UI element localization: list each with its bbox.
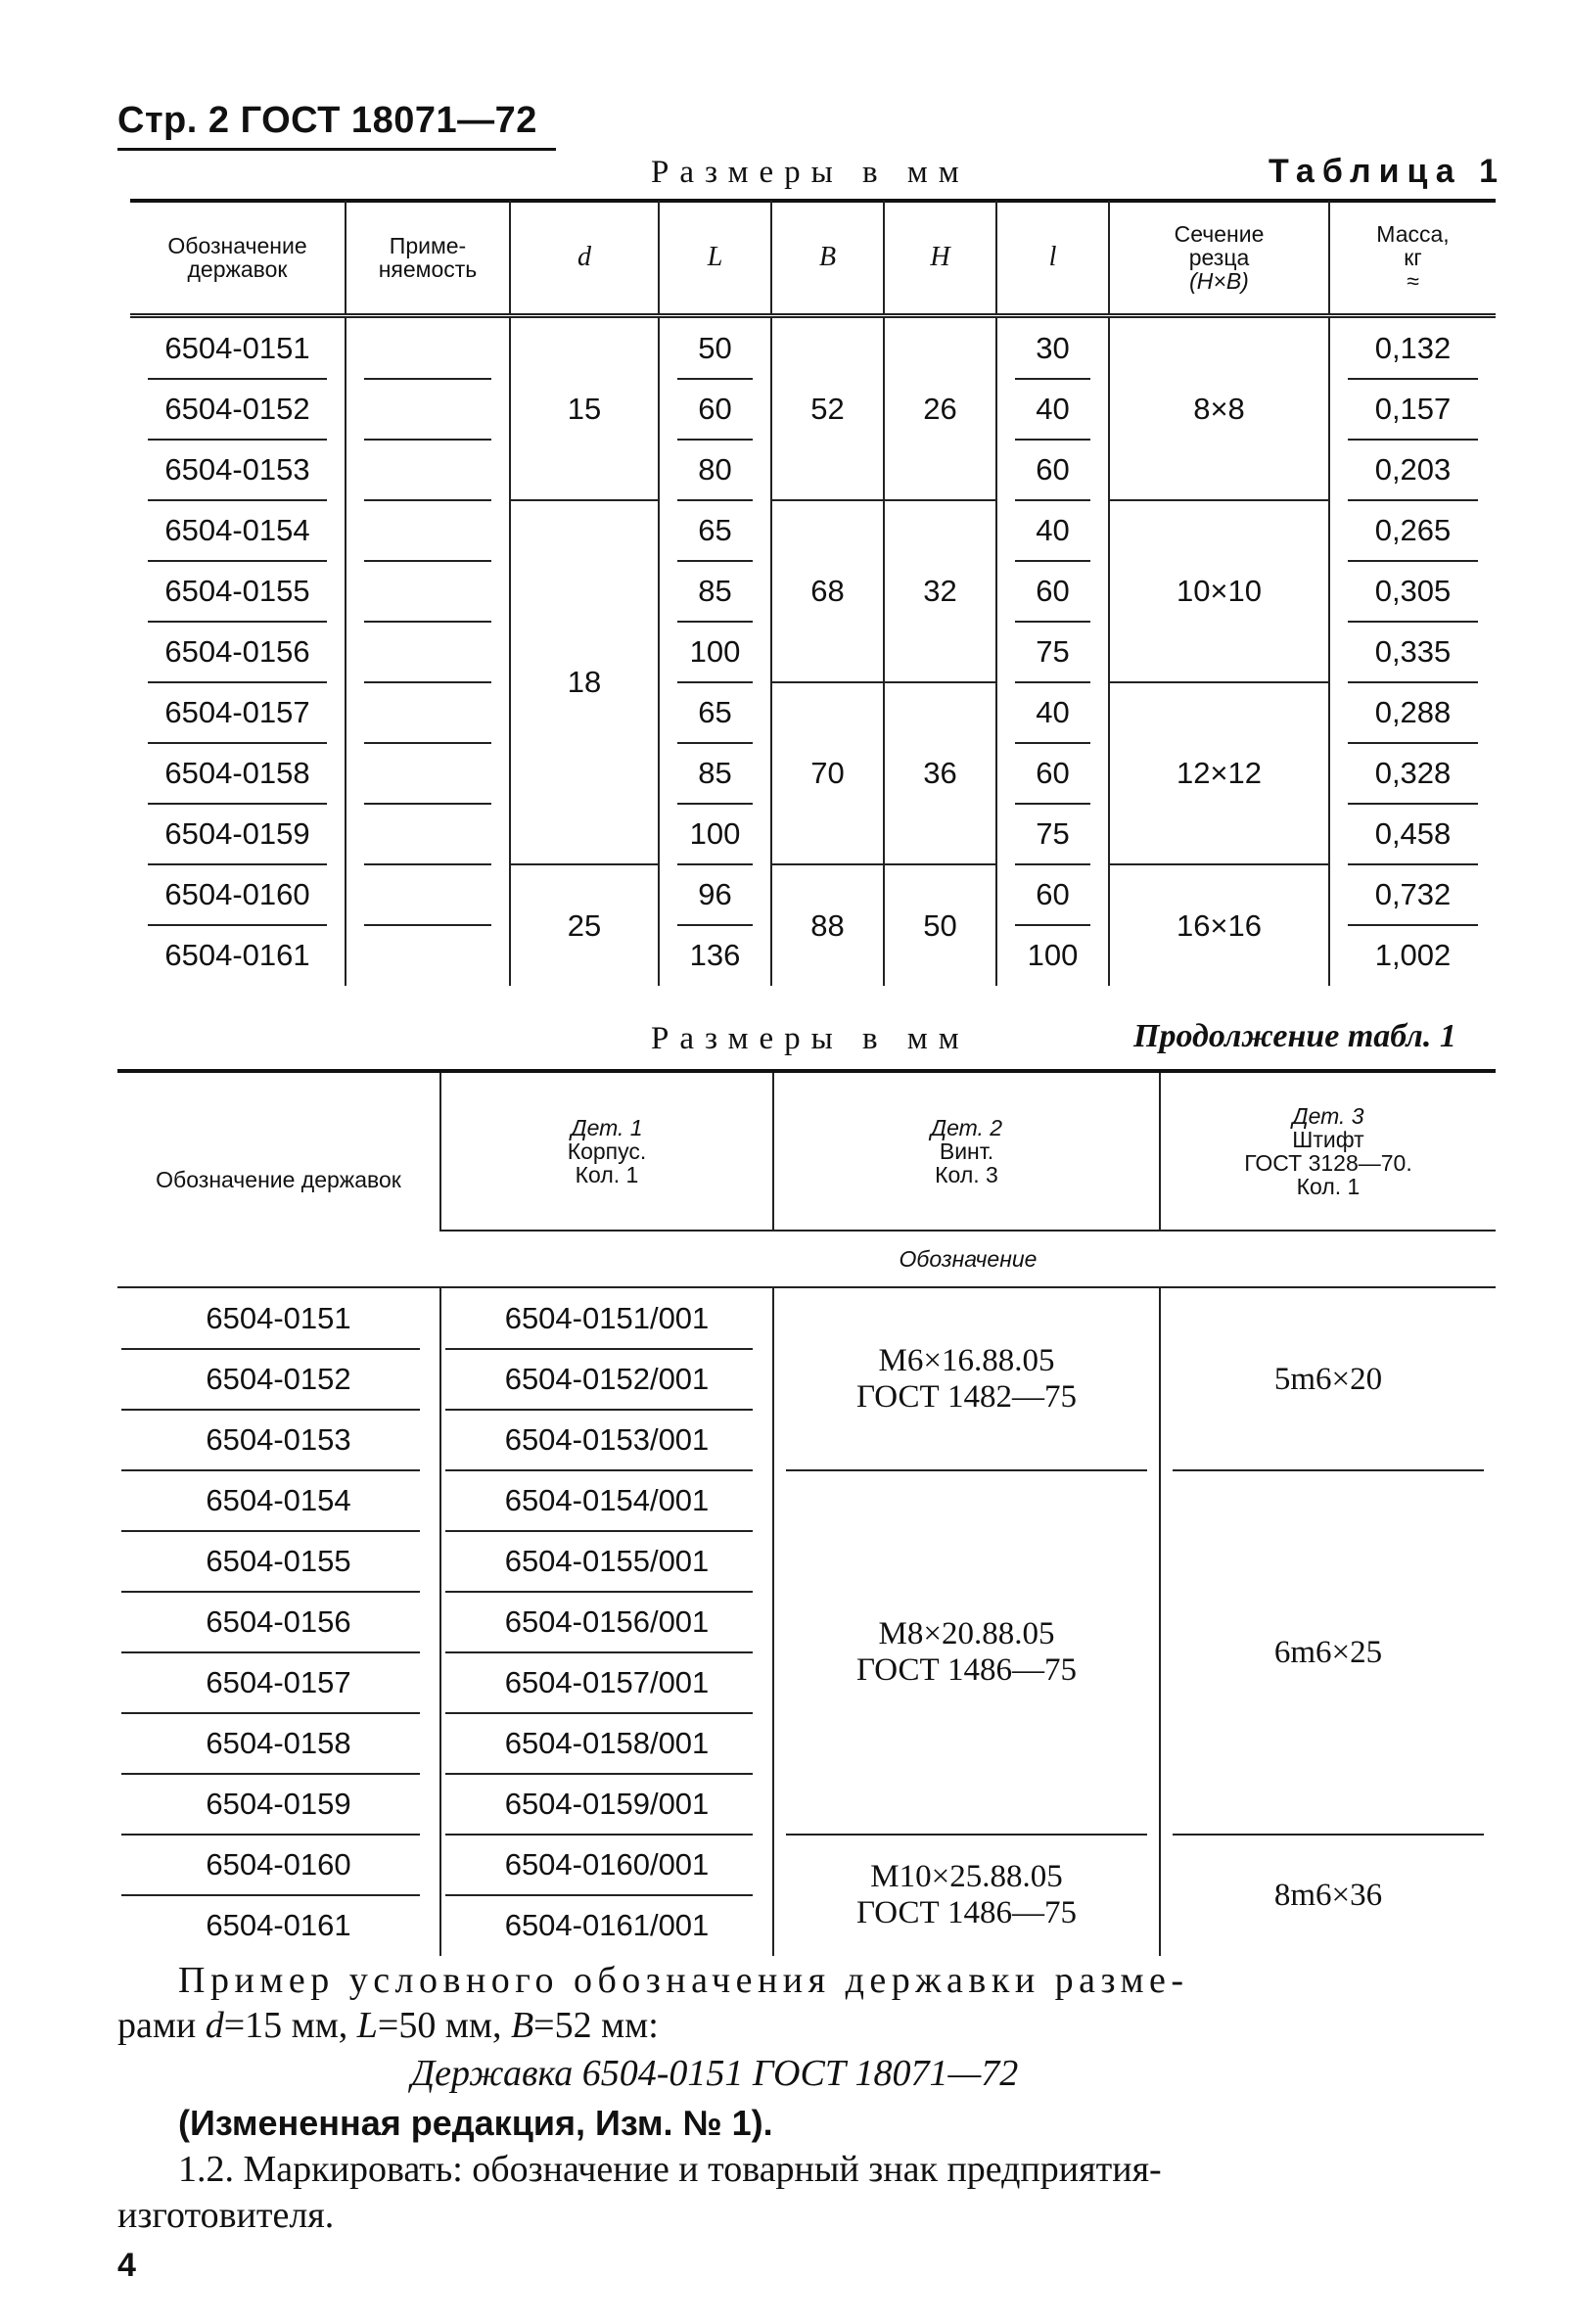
t2-designation: 6504-0153 (117, 1410, 440, 1470)
t1-applicability (346, 561, 510, 622)
t2-header-det3-l1: Дет. 3 (1292, 1103, 1364, 1129)
t2-screw-l2: ГОСТ 1486—75 (856, 1652, 1077, 1688)
t1-mass: 0,335 (1329, 622, 1496, 682)
page-header: Стр. 2 ГОСТ 18071—72 (117, 100, 537, 141)
clause-1-2-line1: 1.2. Маркировать: обозначение и товарный знак предприятия- (178, 2149, 1162, 2190)
t1-L: 50 (659, 316, 771, 380)
t1-header-mass-line1: Масса, (1376, 220, 1450, 247)
t1-L: 60 (659, 379, 771, 440)
table2-header-row (117, 1073, 1496, 1231)
t2-designation: 6504-0152 (117, 1349, 440, 1410)
t1-designation: 6504-0154 (130, 500, 346, 561)
t1-l: 60 (996, 440, 1109, 500)
t2-screw-l2: ГОСТ 1482—75 (856, 1379, 1077, 1415)
t1-applicability (346, 743, 510, 804)
table-row (117, 1470, 1496, 1531)
t1-header-section (1109, 201, 1329, 316)
example-text-a: рами (117, 2005, 206, 2046)
t1-L: 65 (659, 500, 771, 561)
t2-pin: 5m6×20 (1160, 1287, 1496, 1470)
t1-mass: 0,305 (1329, 561, 1496, 622)
t1-designation: 6504-0151 (130, 316, 346, 380)
t1-applicability (346, 440, 510, 500)
table2-title: Продолжение табл. 1 (1133, 1018, 1456, 1054)
t2-screw (773, 1287, 1160, 1470)
t2-designation: 6504-0154 (117, 1470, 440, 1531)
t2-header-det3-l3: ГОСТ 3128—70. (1244, 1150, 1412, 1176)
t1-l: 75 (996, 622, 1109, 682)
t1-section: 12×12 (1109, 682, 1329, 864)
t1-applicability (346, 864, 510, 925)
t2-designation: 6504-0159 (117, 1774, 440, 1835)
t1-header-section-line2: резца (1188, 244, 1250, 270)
t2-designation: 6504-0160 (117, 1835, 440, 1895)
var-d: d (205, 2005, 224, 2046)
t2-header-det3-l4: Кол. 1 (1296, 1174, 1361, 1199)
t1-L: 100 (659, 622, 771, 682)
t2-header-sub-designation: Обозначение (440, 1231, 1496, 1287)
t1-mass: 0,328 (1329, 743, 1496, 804)
t1-applicability (346, 622, 510, 682)
t1-applicability (346, 316, 510, 380)
t1-header-l: l (996, 201, 1109, 316)
table2-units-caption: Размеры в мм (651, 1021, 970, 1056)
t2-screw-l1: M10×25.88.05 (870, 1859, 1063, 1894)
t1-designation: 6504-0159 (130, 804, 346, 864)
example-intro-line1: Пример условного обозначения державки разме- (178, 1960, 1189, 2001)
t2-body-part: 6504-0161/001 (440, 1895, 773, 1956)
t1-header-H: H (884, 201, 996, 316)
t1-mass: 0,132 (1329, 316, 1496, 380)
var-L: L (356, 2005, 378, 2046)
t2-screw-l1: M6×16.88.05 (878, 1343, 1055, 1378)
t1-designation: 6504-0156 (130, 622, 346, 682)
t1-mass: 0,458 (1329, 804, 1496, 864)
t1-designation: 6504-0153 (130, 440, 346, 500)
t1-L: 85 (659, 743, 771, 804)
t2-body-part: 6504-0151/001 (440, 1287, 773, 1349)
t1-designation: 6504-0161 (164, 938, 310, 972)
t1-l: 75 (996, 804, 1109, 864)
t1-designation: 6504-0155 (130, 561, 346, 622)
t1-L: 136 (659, 925, 771, 986)
table1-title: Таблица 1 (1269, 153, 1506, 190)
t1-designation: 6504-0157 (130, 682, 346, 743)
t1-H: 36 (884, 682, 996, 864)
table-row (130, 500, 1496, 561)
t2-body-part: 6504-0156/001 (440, 1592, 773, 1652)
t1-designation: 6504-0158 (130, 743, 346, 804)
t2-header-det1 (440, 1073, 773, 1231)
t1-designation: 6504-0152 (130, 379, 346, 440)
t2-body-part: 6504-0152/001 (440, 1349, 773, 1410)
t2-header-det1-l1: Дет. 1 (571, 1115, 643, 1140)
t1-H: 26 (884, 316, 996, 501)
t1-L: 65 (659, 682, 771, 743)
t1-d: 15 (510, 316, 659, 501)
t1-header-L: L (659, 201, 771, 316)
t1-header-mass-line2: кг (1404, 244, 1422, 270)
table1-units-caption: Размеры в мм (651, 155, 970, 190)
t2-body-part: 6504-0159/001 (440, 1774, 773, 1835)
t2-body-part: 6504-0158/001 (440, 1713, 773, 1774)
t1-d: 25 (510, 864, 659, 986)
t2-body-part: 6504-0154/001 (440, 1470, 773, 1531)
t1-d: 18 (510, 500, 659, 864)
t1-L: 100 (659, 804, 771, 864)
t1-H: 50 (884, 864, 996, 986)
t1-section: 16×16 (1109, 864, 1329, 986)
table1-header-row (130, 201, 1496, 316)
t2-header-det2-l1: Дет. 2 (930, 1115, 1003, 1140)
t1-mass: 0,203 (1329, 440, 1496, 500)
t1-B: 70 (771, 682, 884, 864)
t1-B: 88 (771, 864, 884, 986)
t1-applicability (346, 500, 510, 561)
table2 (117, 1073, 1496, 1956)
t2-header-det2 (773, 1073, 1160, 1231)
t2-header-det3 (1160, 1073, 1496, 1231)
t2-designation: 6504-0157 (117, 1652, 440, 1713)
t1-l: 60 (996, 561, 1109, 622)
table-row (117, 1287, 1496, 1349)
t2-pin: 6m6×25 (1160, 1470, 1496, 1835)
t1-L: 80 (659, 440, 771, 500)
t1-applicability (346, 925, 510, 986)
t1-designation: 6504-0160 (130, 864, 346, 925)
t1-header-mass (1329, 201, 1496, 316)
var-B: B (510, 2005, 534, 2046)
t2-designation: 6504-0155 (117, 1531, 440, 1592)
t1-l: 60 (996, 743, 1109, 804)
t1-L: 85 (659, 561, 771, 622)
t1-mass: 0,265 (1329, 500, 1496, 561)
t1-section: 8×8 (1109, 316, 1329, 501)
clause-1-2-line2: изготовителя. (117, 2195, 335, 2236)
t2-header-det3-l2: Штифт (1292, 1127, 1364, 1152)
t1-header-B: B (771, 201, 884, 316)
table-row (117, 1835, 1496, 1895)
t1-header-designation: Обозначение державок (167, 232, 307, 282)
t1-mass: 0,157 (1329, 379, 1496, 440)
table-row (130, 864, 1496, 925)
table-row (130, 682, 1496, 743)
t2-designation: 6504-0156 (117, 1592, 440, 1652)
t1-H: 32 (884, 500, 996, 682)
t1-header-d: d (510, 201, 659, 316)
t2-designation: 6504-0158 (117, 1713, 440, 1774)
header-rule (117, 148, 556, 151)
t1-l: 30 (996, 316, 1109, 380)
t2-screw-l2: ГОСТ 1486—75 (856, 1895, 1077, 1930)
t1-section: 10×10 (1109, 500, 1329, 682)
t1-mass: 0,732 (1329, 864, 1496, 925)
t1-header-section-line1: Сечение (1174, 220, 1265, 247)
t1-header-mass-line3: ≈ (1407, 267, 1419, 294)
t2-body-part: 6504-0160/001 (440, 1835, 773, 1895)
t2-header-det1-l2: Корпус. (567, 1139, 647, 1164)
t2-designation: 6504-0161 (206, 1908, 351, 1942)
t1-header-section-line3: (H×B) (1189, 267, 1249, 294)
t1-l: 40 (996, 682, 1109, 743)
t2-screw (773, 1470, 1160, 1835)
t2-body-part: 6504-0153/001 (440, 1410, 773, 1470)
example-text-c: =50 мм, (377, 2005, 511, 2046)
t1-mass: 1,002 (1329, 925, 1496, 986)
t1-l: 100 (996, 925, 1109, 986)
page-number: 4 (117, 2247, 136, 2284)
t1-l: 60 (996, 864, 1109, 925)
table-row (130, 316, 1496, 380)
t2-header-designation: Обозначение державок (117, 1073, 440, 1287)
example-text-b: =15 мм, (223, 2005, 357, 2046)
t2-screw-l1: M8×20.88.05 (878, 1616, 1055, 1651)
t2-header-det1-l3: Кол. 1 (575, 1162, 639, 1187)
t1-applicability (346, 379, 510, 440)
revision-note: (Измененная редакция, Изм. № 1). (178, 2103, 773, 2143)
example-designation: Державка 6504-0151 ГОСТ 18071—72 (411, 2053, 1019, 2094)
t2-body-part: 6504-0155/001 (440, 1531, 773, 1592)
t1-B: 52 (771, 316, 884, 501)
t1-applicability (346, 804, 510, 864)
t2-header-det2-l3: Кол. 3 (935, 1162, 998, 1187)
example-text-e: =52 мм: (533, 2005, 659, 2046)
t1-L: 96 (659, 864, 771, 925)
t2-screw (773, 1835, 1160, 1956)
t1-header-applicability: Приме-няемость (346, 201, 510, 316)
t2-header-det2-l2: Винт. (939, 1139, 994, 1164)
table1 (130, 201, 1496, 986)
t1-B: 68 (771, 500, 884, 682)
t1-l: 40 (996, 379, 1109, 440)
t1-applicability (346, 682, 510, 743)
t1-l: 40 (996, 500, 1109, 561)
t2-pin: 8m6×36 (1160, 1835, 1496, 1956)
example-intro-line2 (117, 2003, 659, 2048)
t2-designation: 6504-0151 (117, 1287, 440, 1349)
t2-body-part: 6504-0157/001 (440, 1652, 773, 1713)
t1-mass: 0,288 (1329, 682, 1496, 743)
